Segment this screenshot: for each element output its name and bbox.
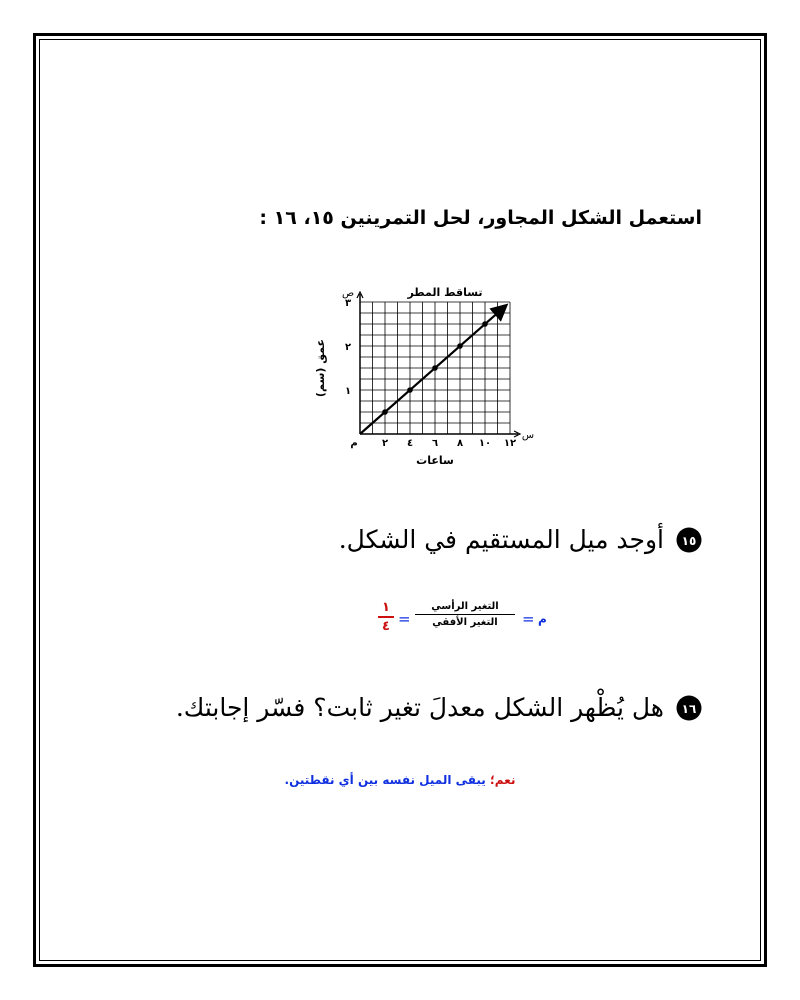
x-tick-label: ٨ [456, 438, 464, 449]
y-axis-label: عمق (سم) [314, 338, 327, 398]
result-fraction-bar [378, 616, 394, 618]
question-16 [176, 693, 702, 722]
result-numerator: ١ [382, 600, 390, 615]
slope-formula [326, 600, 556, 640]
result-denominator: ٤ [382, 619, 390, 634]
equals-sign-1: = [522, 610, 535, 628]
x-tick-label: ١٠ [478, 438, 492, 449]
answer-yes: نعم؛ [489, 773, 516, 787]
answer-16 [0, 773, 800, 787]
data-point-2 [407, 387, 413, 393]
slope-definition-fraction [413, 601, 517, 628]
x-tick-label: ٤ [406, 438, 414, 449]
fraction-numerator: التغير الرأسي [431, 601, 499, 612]
question-number-16: ١٦ [681, 701, 697, 716]
origin-label: م [350, 438, 358, 449]
x-axis-letter: س [521, 430, 535, 441]
x-axis-label: ساعات [416, 454, 454, 467]
data-point-3 [432, 365, 438, 371]
x-tick-label: ١٢ [503, 438, 517, 449]
y-tick-label: ٢ [344, 342, 352, 353]
data-point-4 [457, 343, 463, 349]
data-point-1 [382, 409, 388, 415]
rainfall-chart-svg [300, 282, 535, 472]
rainfall-graph [300, 282, 535, 472]
question-15 [339, 525, 702, 554]
x-tick-label: ٦ [431, 438, 439, 449]
slope-result-fraction [376, 600, 396, 634]
question-number-badge-15 [676, 527, 702, 553]
answer-explanation: يبقى الميل نفسه بين أي نقطتين. [284, 773, 490, 787]
equals-sign-2: = [398, 610, 411, 628]
instruction-text: استعمل الشكل المجاور، لحل التمرينين ١٥، ١٦ : [259, 207, 702, 229]
x-tick-label: ٢ [381, 438, 389, 449]
y-tick-label: ١ [344, 386, 352, 397]
question-16-text: هل يُظْهر الشكل معدلَ تغير ثابت؟ فسّر إجابتك. [175, 693, 664, 722]
data-point-5 [482, 321, 488, 327]
slope-symbol: م [538, 612, 547, 626]
question-15-text: أوجد ميل المستقيم في الشكل. [338, 525, 664, 554]
chart-title: تساقط المطر [407, 286, 483, 299]
fraction-denominator: التغير الأفقي [432, 617, 498, 628]
question-number-badge-16 [676, 695, 702, 721]
y-axis-letter: ص [341, 288, 355, 299]
y-tick-label: ٣ [344, 298, 352, 309]
page-border-inner [39, 39, 761, 961]
question-number-15: ١٥ [681, 533, 697, 548]
